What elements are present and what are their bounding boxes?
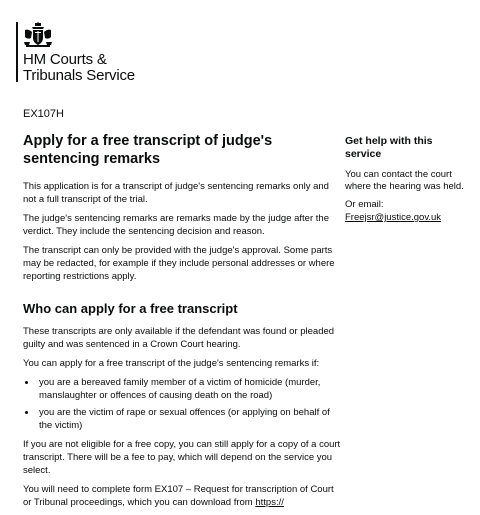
email-link[interactable]: Freejsr@justice.gov.uk [345,212,442,223]
form-code: EX107H [23,108,64,120]
section-paragraph [23,483,341,509]
section-paragraph: You can apply for a free transcript of the judge's sentencing remarks if: [23,358,320,369]
logo-line-2: Tribunals Service [23,67,135,84]
intro-paragraph: This application is for a transcript of judge's sentencing remarks only and not a full transcript of the trial. [23,181,329,205]
main-content [23,108,341,515]
list-item: • you are the victim of rape or sexual offences (or applying on behalf of the victim) [37,406,341,432]
logo-divider [16,22,18,82]
eligibility-list [23,376,341,432]
intro-paragraph: The judge's sentencing remarks are remarks made by the judge after the verdict. They include the sentencing decision and reason. [23,213,329,237]
logo-line-1: HM Courts & [23,51,107,68]
logo-text [23,52,135,84]
sidebar-heading: Get help with this service [345,135,433,160]
help-sidebar [345,135,470,230]
hmcts-logo [16,22,156,82]
page-title: Apply for a free transcript of judge's sentencing remarks [23,133,273,167]
section-paragraph: These transcripts are only available if the defendant was found or pleaded guilty and was sentenced in a Crown Court hearing. [23,326,335,350]
download-text: You will need to complete form EX107 – Request for transcription of Court or Tribunal proceedings, which you can download from [23,484,334,508]
intro-paragraph: The transcript can only be provided with the judge's approval. Some parts may be redacted, for example if they include personal addresses or where reporting restrictions apply. [23,245,335,282]
sidebar-text: You can contact the court where the hearing was held. [345,169,464,192]
sidebar-email-row [345,212,470,224]
royal-crest-icon [22,22,54,50]
section-heading: Who can apply for a free transcript [23,301,238,316]
list-item: • you are a bereaved family member of a victim of homicide (murder, manslaughter or offences of causing death on the road) [37,376,341,402]
download-link[interactable]: https:// [255,497,284,508]
sidebar-email-label: Or email: [345,199,384,210]
section-paragraph: If you are not eligible for a free copy, you can still apply for a copy of a court transcript. There will be a fee to pay, which will depend on the service you select. [23,439,341,476]
